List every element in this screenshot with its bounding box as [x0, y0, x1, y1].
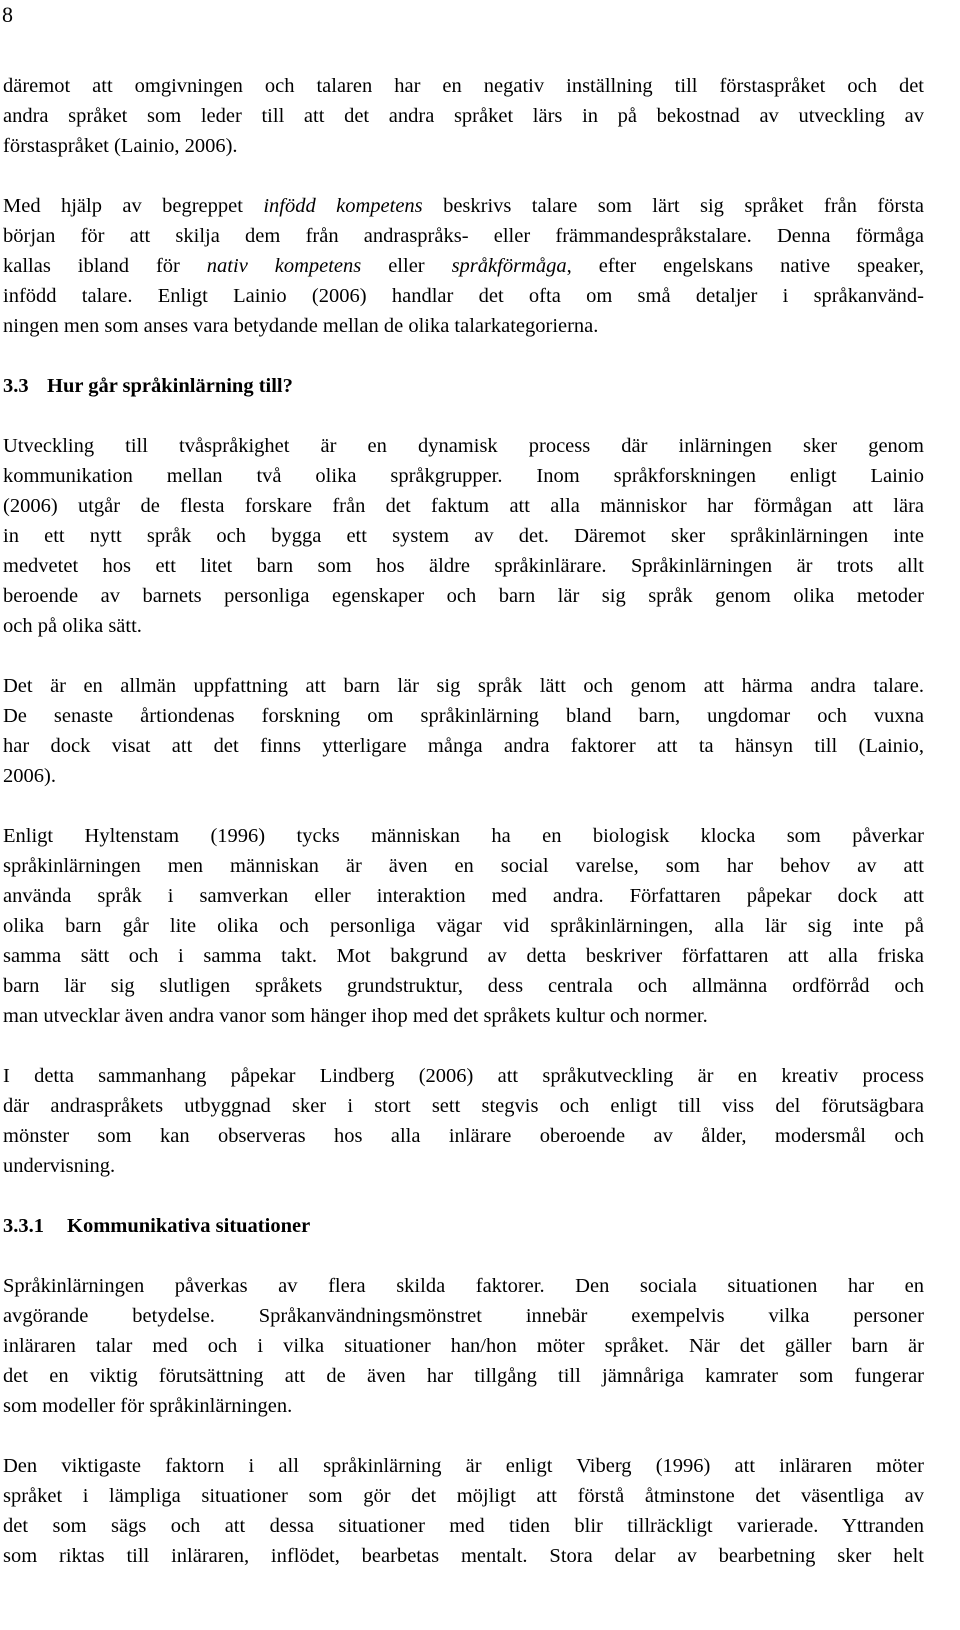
text-line: (2006) utgår de flesta forskare från det faktum att alla människor har förmågan att lära	[3, 495, 924, 517]
text-line: kommunikation mellan två olika språkgrupper. Inom språkforskningen enligt Lainio	[3, 465, 924, 487]
text-line: 2006).	[3, 765, 56, 787]
text-line: Det är en allmän uppfattning att barn lär sig språk lätt och genom att härma andra talare.	[3, 675, 924, 697]
text-line: och på olika sätt.	[3, 615, 142, 637]
text-line: Språkinlärningen påverkas av flera skilda faktorer. Den sociala situationen har en	[3, 1275, 924, 1297]
text-line: mönster som kan observeras hos alla inlärare oberoende av ålder, modersmål och	[3, 1125, 924, 1147]
text-line: ningen men som anses vara betydande mellan de olika talarkategorierna.	[3, 315, 599, 337]
text-line: har dock visat att det finns ytterligare många andra faktorer att ta hänsyn till (Lainio,	[3, 735, 924, 757]
text-line: man utvecklar även andra vanor som hänger ihop med det språkets kultur och normer.	[3, 1005, 708, 1027]
italic-term: språkförmåga	[451, 255, 567, 277]
italic-term: infödd kompetens	[263, 195, 423, 217]
subsection-heading	[3, 1211, 924, 1241]
text-line: Utveckling till tvåspråkighet är en dynamisk process där inlärningen sker genom	[3, 435, 924, 457]
text-line: olika barn går lite olika och personliga vägar vid språkinlärningen, alla lär sig inte på	[3, 915, 924, 937]
text-line: språkinlärningen men människan är även en social varelse, som har behov av att	[3, 855, 924, 877]
page-number: 8	[2, 2, 13, 27]
text-line: språket i lämpliga situationer som gör det möjligt att förstå åtminstone det väsentliga av	[3, 1485, 924, 1507]
text-line: samma sätt och i samma takt. Mot bakgrund av detta beskriver författaren att alla friska	[3, 945, 924, 967]
text-line: Enligt Hyltenstam (1996) tycks människan ha en biologisk klocka som påverkar	[3, 825, 924, 847]
text-line: kallas ibland för nativ kompetens eller språkförmåga, efter engelskans native speaker,	[3, 255, 925, 277]
italic-term: nativ kompetens	[206, 255, 362, 277]
text-line: använda språk i samverkan eller interaktion med andra. Författaren påpekar dock att	[3, 885, 924, 907]
text-line: undervisning.	[3, 1155, 116, 1177]
section-heading	[3, 371, 924, 401]
text-line: infödd talare. Enligt Lainio (2006) handlar det ofta om små detaljer i språkanvänd-	[3, 285, 924, 307]
text-line: där andraspråkets utbyggnad sker i stort sett stegvis och enligt till viss del förutsägbara	[3, 1095, 924, 1117]
text-line: avgörande betydelse. Språkanvändningsmönstret innebär exempelvis vilka personer	[3, 1305, 924, 1327]
text-line: som riktas till inläraren, inflödet, bearbetas mentalt. Stora delar av bearbetning sker helt	[3, 1545, 924, 1567]
text-line: medvetet hos ett litet barn som hos äldre språkinlärare. Språkinlärningen är trots allt	[3, 555, 924, 577]
text-line: Med hjälp av begreppet infödd kompetens beskrivs talare som lärt sig språket från första	[3, 195, 925, 217]
text-line: däremot att omgivningen och talaren har en negativ inställning till förstaspråket och det	[3, 75, 924, 97]
text-line: det en viktig förutsättning att de även har tillgång till jämnåriga kamrater som fungerar	[3, 1365, 924, 1387]
text-line: förstaspråket (Lainio, 2006).	[3, 135, 238, 157]
text-line: De senaste årtiondenas forskning om språkinlärning bland barn, ungdomar och vuxna	[3, 705, 924, 727]
section-number: 3.3	[3, 375, 29, 397]
text-line: beroende av barnets personliga egenskaper och barn lär sig språk genom olika metoder	[3, 585, 924, 607]
section-title: Hur går språkinlärning till?	[47, 375, 293, 397]
text-line: Den viktigaste faktorn i all språkinlärning är enligt Viberg (1996) att inläraren möter	[3, 1455, 924, 1477]
text-line: som modeller för språkinlärningen.	[3, 1395, 293, 1417]
section-number: 3.3.1	[3, 1215, 44, 1237]
text-line: det som sägs och att dessa situationer med tiden blir tillräckligt varierade. Yttranden	[3, 1515, 924, 1537]
text-line: början för att skilja dem från andraspråks- eller främmandespråkstalare. Denna förmåga	[3, 225, 924, 247]
text-line: barn lär sig slutligen språkets grundstruktur, dess centrala och allmänna ordförråd och	[3, 975, 924, 997]
text-line: inläraren talar med och i vilka situationer han/hon möter språket. När det gäller barn är	[3, 1335, 924, 1357]
text-line: I detta sammanhang påpekar Lindberg (2006) att språkutveckling är en kreativ process	[3, 1065, 924, 1087]
text-line: in ett nytt språk och bygga ett system av det. Däremot sker språkinlärningen inte	[3, 525, 924, 547]
text-line: andra språket som leder till att det andra språket lärs in på bekostnad av utveckling av	[3, 105, 924, 127]
section-title: Kommunikativa situationer	[67, 1215, 311, 1237]
